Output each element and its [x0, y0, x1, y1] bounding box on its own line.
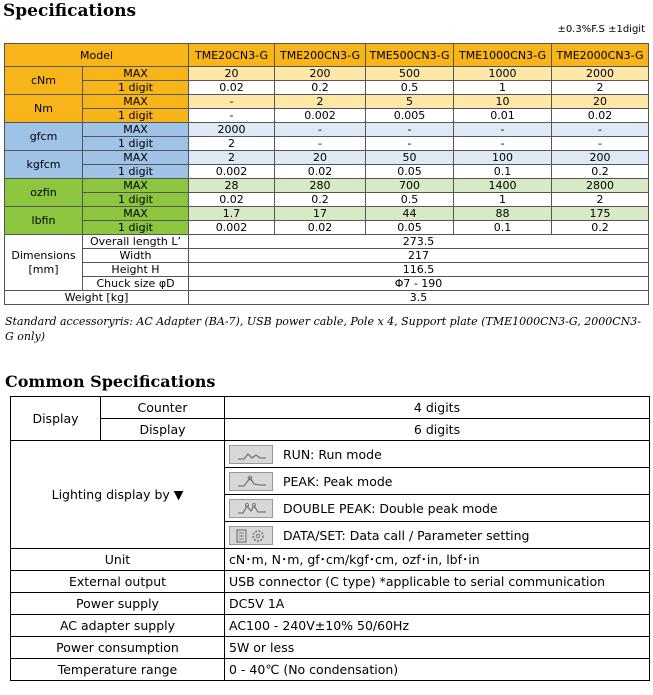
common-spec-row [11, 571, 650, 593]
common-spec-row [11, 659, 650, 681]
model-name: TME500CN3-G [366, 44, 454, 67]
max-value: - [275, 123, 366, 137]
digit-value: 0.002 [189, 221, 275, 235]
max-value: 1.7 [189, 207, 275, 221]
unit-max-row [5, 179, 649, 193]
max-label: MAX [83, 123, 189, 137]
weight-row [5, 291, 649, 305]
peak-mode-icon [229, 472, 273, 491]
dimension-value: 273.5 [189, 235, 649, 249]
max-label: MAX [83, 207, 189, 221]
digit-value: 0.02 [189, 193, 275, 207]
digit-label: 1 digit [83, 165, 189, 179]
digit-value: 0.2 [275, 193, 366, 207]
max-value: 2 [189, 151, 275, 165]
dimension-row [5, 263, 649, 277]
display-value: 6 digits [225, 419, 650, 441]
accuracy-note: ±0.3%F.S ±1digit [557, 24, 645, 35]
dimension-label: Chuck size φD [83, 277, 189, 291]
digit-value: 1 [454, 193, 552, 207]
digit-value: - [366, 137, 454, 151]
common-spec-row [11, 549, 650, 571]
digit-value: 0.2 [552, 221, 649, 235]
lighting-text: DOUBLE PEAK: Double peak mode [283, 500, 498, 516]
unit-digit-row [5, 193, 649, 207]
max-value: 2000 [552, 67, 649, 81]
dimension-value: Φ7 - 190 [189, 277, 649, 291]
digit-label: 1 digit [83, 81, 189, 95]
max-value: 50 [366, 151, 454, 165]
max-value: 200 [275, 67, 366, 81]
lighting-item [225, 522, 650, 549]
display-label: Display [11, 397, 101, 441]
unit-label: kgfcm [5, 151, 83, 179]
unit-digit-row [5, 109, 649, 123]
digit-value: - [552, 137, 649, 151]
dimensions-label: Dimensions [mm] [5, 235, 83, 291]
dimension-row [5, 249, 649, 263]
lighting-text: DATA/SET: Data call / Parameter setting [283, 527, 530, 543]
spec-value: 0 - 40℃ (No condensation) [225, 659, 650, 681]
weight-label: Weight [kg] [5, 291, 189, 305]
dimension-value: 116.5 [189, 263, 649, 277]
max-value: 5 [366, 95, 454, 109]
common-spec-row [11, 615, 650, 637]
max-value: 20 [189, 67, 275, 81]
digit-value: 0.1 [454, 165, 552, 179]
digit-value: 0.02 [552, 109, 649, 123]
max-value: 2800 [552, 179, 649, 193]
max-value: 20 [275, 151, 366, 165]
max-label: MAX [83, 95, 189, 109]
unit-label: ozfin [5, 179, 83, 207]
max-value: 700 [366, 179, 454, 193]
max-value: 2 [275, 95, 366, 109]
dimension-value: 217 [189, 249, 649, 263]
spec-value: cN･m, N･m, gf･cm/kgf･cm, ozf･in, lbf･in [225, 549, 650, 571]
digit-value: 0.005 [366, 109, 454, 123]
dimension-label: Width [83, 249, 189, 263]
max-value: 175 [552, 207, 649, 221]
digit-value: 2 [552, 193, 649, 207]
digit-value: 0.002 [189, 165, 275, 179]
digit-value: 0.2 [275, 81, 366, 95]
unit-label: Nm [5, 95, 83, 123]
spec-label: Unit [11, 549, 225, 571]
data-set-icon [229, 526, 273, 545]
unit-label: gfcm [5, 123, 83, 151]
max-value: 1400 [454, 179, 552, 193]
max-value: - [366, 123, 454, 137]
max-value: 500 [366, 67, 454, 81]
digit-value: 0.2 [552, 165, 649, 179]
digit-value: - [189, 109, 275, 123]
common-spec-row [11, 593, 650, 615]
unit-digit-row [5, 81, 649, 95]
max-label: MAX [83, 67, 189, 81]
max-value: 2000 [189, 123, 275, 137]
lighting-item [225, 495, 650, 522]
digit-label: 1 digit [83, 137, 189, 151]
unit-digit-row [5, 221, 649, 235]
digit-value: 1 [454, 81, 552, 95]
digit-value: 0.1 [454, 221, 552, 235]
unit-max-row [5, 151, 649, 165]
model-name: TME20CN3-G [189, 44, 275, 67]
lighting-item [225, 468, 650, 495]
max-value: 10 [454, 95, 552, 109]
spec-value: 5W or less [225, 637, 650, 659]
common-specifications-table [10, 396, 650, 681]
lighting-label: Lighting display by ▼ [11, 441, 225, 549]
lighting-item [225, 441, 650, 468]
accessories-note: Standard accessoryris: AC Adapter (BA-7), USB power cable, Pole x 4, Support plate (TME1000CN3-G, 2000CN3-G only) [5, 315, 642, 343]
max-value: 1000 [454, 67, 552, 81]
lighting-text: PEAK: Peak mode [283, 473, 393, 489]
specifications-table [4, 43, 649, 305]
model-label: Model [5, 44, 189, 67]
max-value: 44 [366, 207, 454, 221]
unit-max-row [5, 67, 649, 81]
max-value: - [189, 95, 275, 109]
unit-max-row [5, 123, 649, 137]
digit-value: - [275, 137, 366, 151]
max-label: MAX [83, 151, 189, 165]
spec-value: USB connector (C type) *applicable to serial communication [225, 571, 650, 593]
model-name: TME200CN3-G [275, 44, 366, 67]
digit-label: 1 digit [83, 193, 189, 207]
digit-value: 0.5 [366, 81, 454, 95]
dimension-row [5, 235, 649, 249]
digit-value: 2 [552, 81, 649, 95]
counter-label: Counter [101, 397, 225, 419]
unit-digit-row [5, 137, 649, 151]
max-value: - [552, 123, 649, 137]
unit-max-row [5, 95, 649, 109]
unit-label: cNm [5, 67, 83, 95]
unit-label: lbfin [5, 207, 83, 235]
max-value: 20 [552, 95, 649, 109]
digit-value: 0.02 [275, 221, 366, 235]
spec-label: AC adapter supply [11, 615, 225, 637]
unit-max-row [5, 207, 649, 221]
display-row [11, 419, 650, 441]
specifications-title: Specifications [3, 1, 137, 21]
digit-value: - [454, 137, 552, 151]
digit-label: 1 digit [83, 109, 189, 123]
digit-value: 0.002 [275, 109, 366, 123]
model-header-row [5, 44, 649, 67]
spec-label: Temperature range [11, 659, 225, 681]
counter-value: 4 digits [225, 397, 650, 419]
digit-value: 0.05 [366, 165, 454, 179]
digit-value: 0.02 [189, 81, 275, 95]
weight-value: 3.5 [189, 291, 649, 305]
digit-value: 0.02 [275, 165, 366, 179]
spec-label: Power consumption [11, 637, 225, 659]
run-mode-icon [229, 445, 273, 464]
digit-value: 2 [189, 137, 275, 151]
lighting-text: RUN: Run mode [283, 446, 382, 462]
model-name: TME2000CN3-G [552, 44, 649, 67]
spec-value: AC100 - 240V±10% 50/60Hz [225, 615, 650, 637]
max-label: MAX [83, 179, 189, 193]
max-value: 28 [189, 179, 275, 193]
max-value: 88 [454, 207, 552, 221]
digit-value: 0.01 [454, 109, 552, 123]
dimension-row [5, 277, 649, 291]
spec-label: External output [11, 571, 225, 593]
unit-digit-row [5, 165, 649, 179]
double-peak-icon [229, 499, 273, 518]
max-value: - [454, 123, 552, 137]
display-sub-label: Display [101, 419, 225, 441]
dimension-label: Height H [83, 263, 189, 277]
counter-row [11, 397, 650, 419]
max-value: 280 [275, 179, 366, 193]
model-name: TME1000CN3-G [454, 44, 552, 67]
max-value: 17 [275, 207, 366, 221]
common-specifications-title: Common Specifications [5, 372, 216, 391]
dimension-label: Overall length L’ [83, 235, 189, 249]
spec-label: Power supply [11, 593, 225, 615]
spec-value: DC5V 1A [225, 593, 650, 615]
max-value: 100 [454, 151, 552, 165]
lighting-row [11, 441, 650, 468]
digit-value: 0.05 [366, 221, 454, 235]
max-value: 200 [552, 151, 649, 165]
common-spec-row [11, 637, 650, 659]
digit-label: 1 digit [83, 221, 189, 235]
digit-value: 0.5 [366, 193, 454, 207]
